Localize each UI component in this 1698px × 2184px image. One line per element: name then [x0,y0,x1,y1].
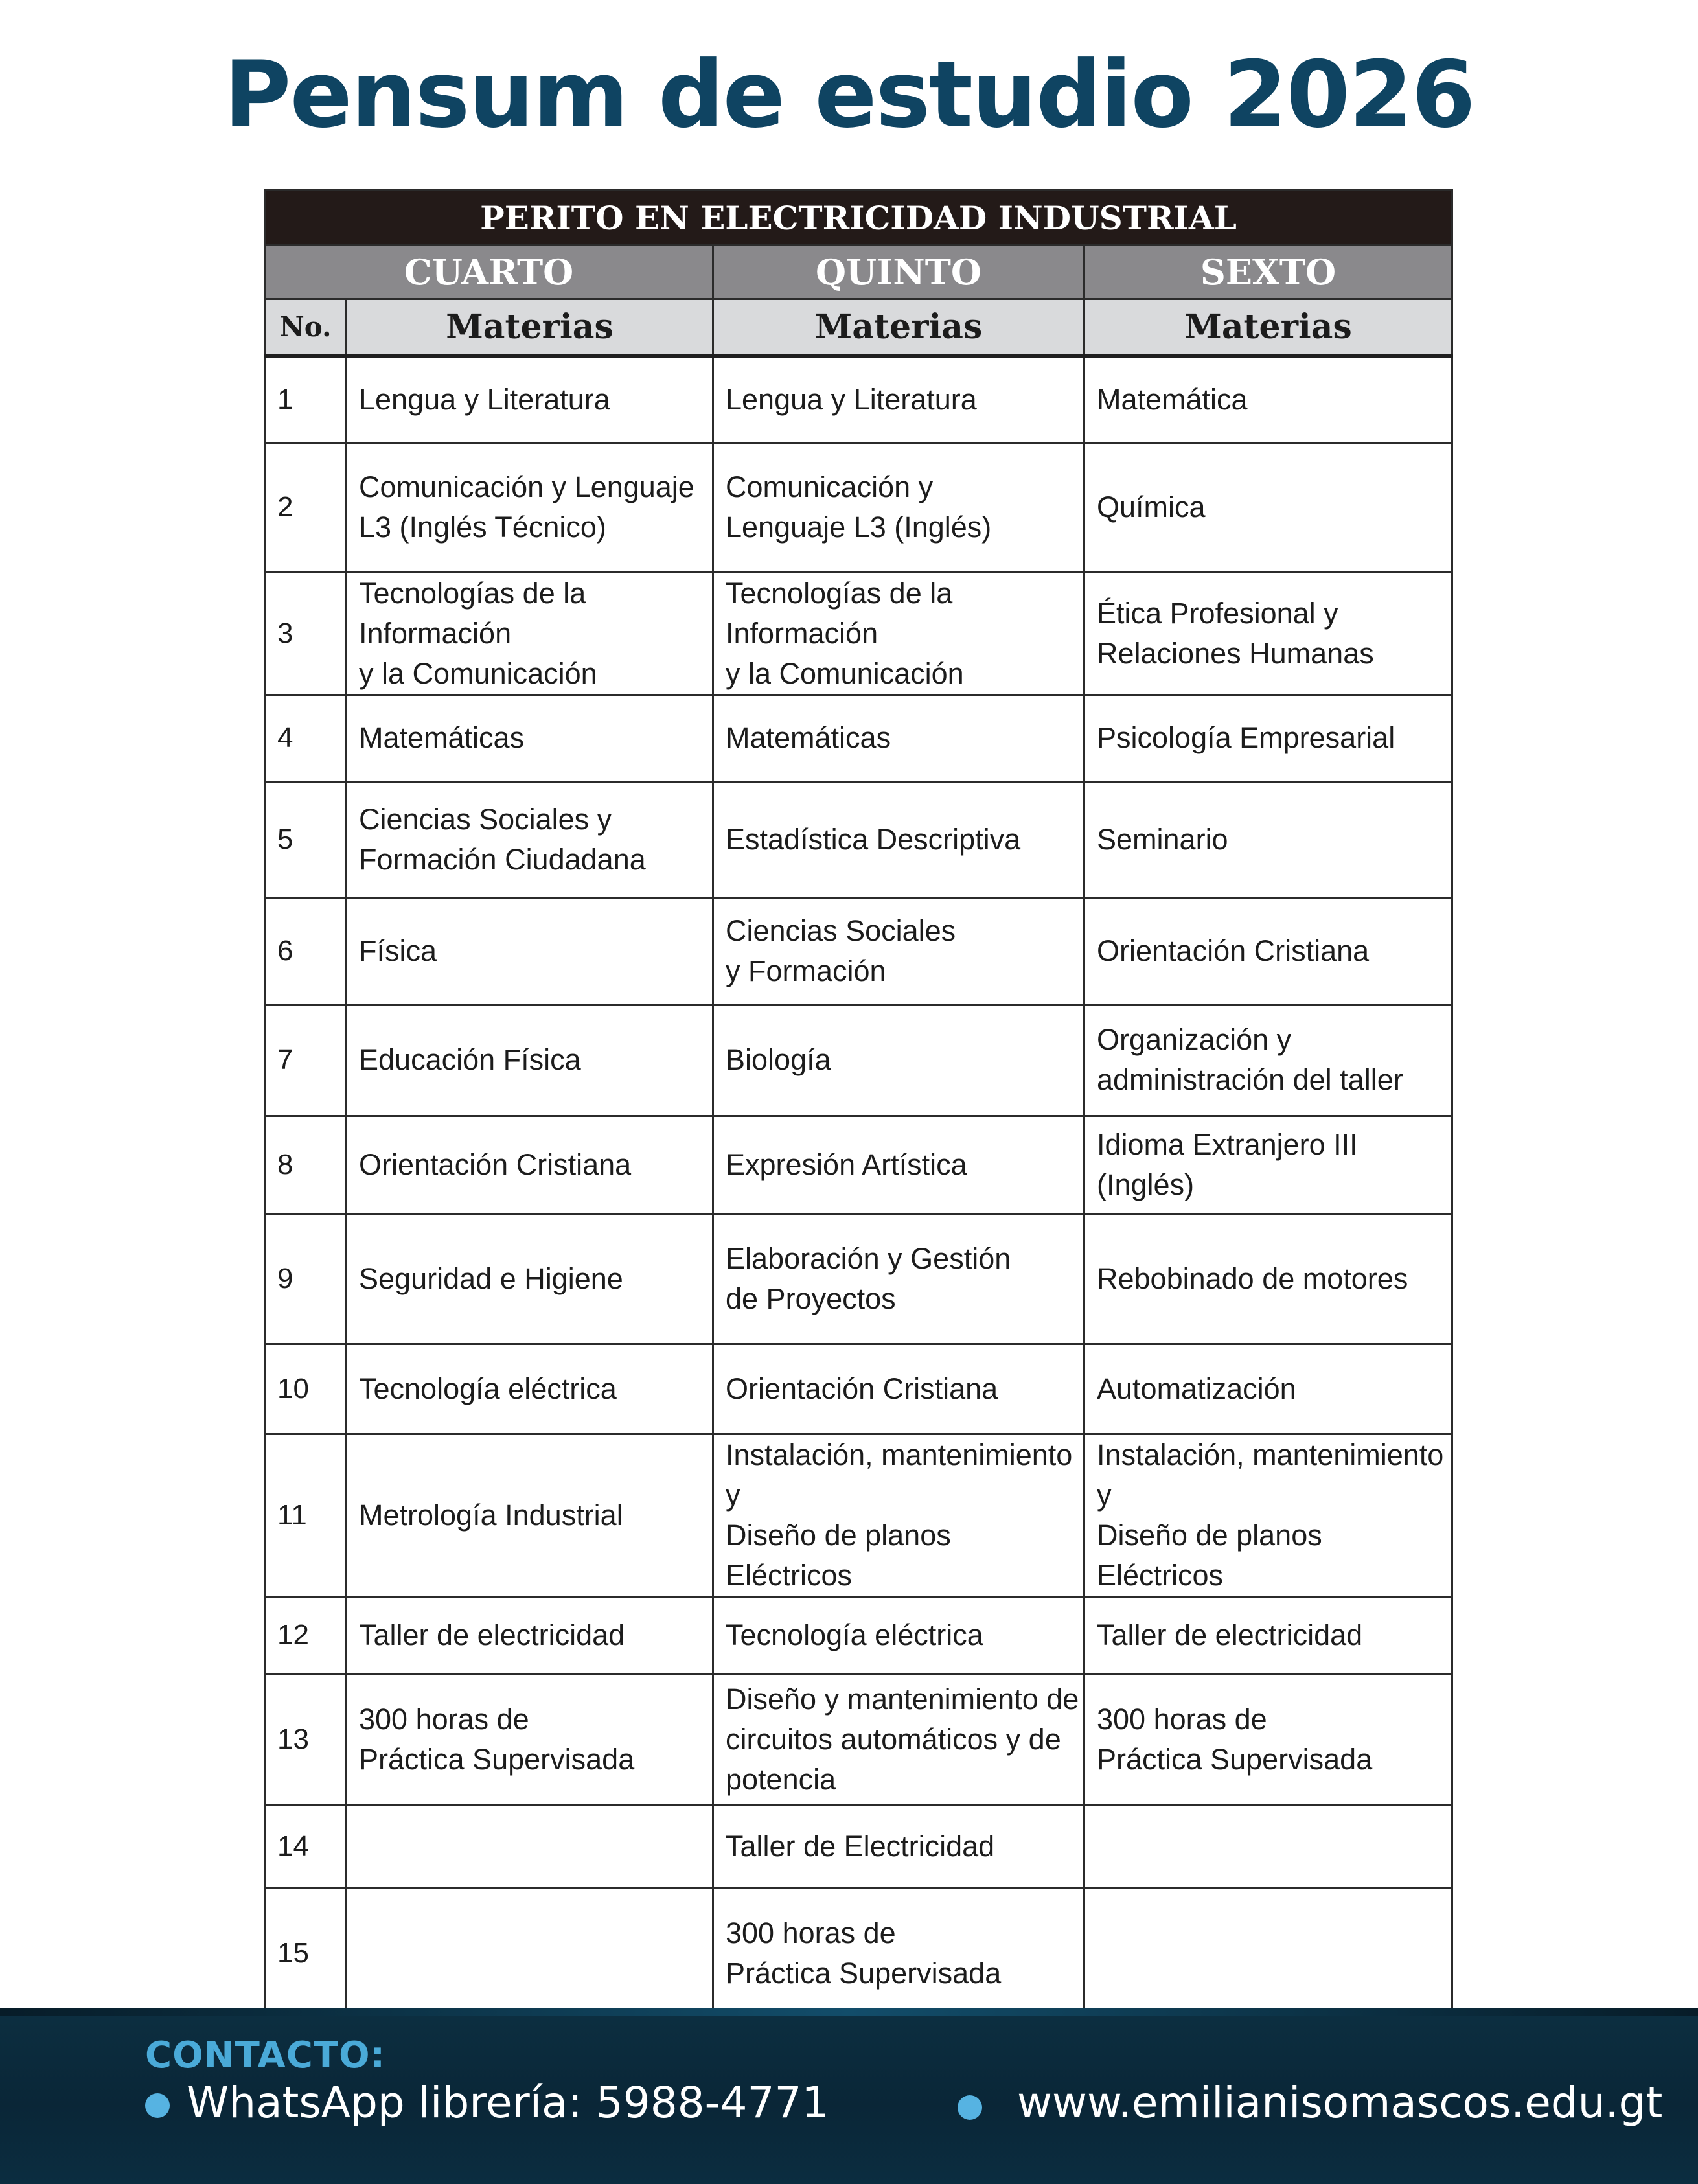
row-number: 1 [265,356,347,443]
bullet-dot-icon [145,2093,170,2118]
subject-quinto: Tecnología eléctrica [713,1596,1084,1674]
row-number: 3 [265,572,347,695]
subject-quinto: Biología [713,1004,1084,1116]
subject-cuarto: Educación Física [347,1004,713,1116]
curriculum-table [264,189,1453,2019]
subject-cuarto: Orientación Cristiana [347,1116,713,1213]
subject-sexto: Organización y administración del taller [1084,1004,1452,1116]
table-row [265,1674,1452,1804]
subject-quinto: Expresión Artística [713,1116,1084,1213]
subject-sexto [1084,1888,1452,2018]
subject-quinto: Taller de Electricidad [713,1804,1084,1888]
table-row [265,1888,1452,2018]
subject-sexto: Automatización [1084,1344,1452,1434]
row-number: 12 [265,1596,347,1674]
subject-sexto: Psicología Empresarial [1084,695,1452,781]
table-row [265,1004,1452,1116]
subject-sexto: Orientación Cristiana [1084,898,1452,1004]
subject-sexto: Instalación, mantenimiento y Diseño de planos Eléctricos [1084,1434,1452,1596]
table-row [265,1344,1452,1434]
row-number: 6 [265,898,347,1004]
subject-sexto: 300 horas de Práctica Supervisada [1084,1674,1452,1804]
table-row [265,695,1452,781]
subject-quinto: Tecnologías de la Información y la Comunicación [713,572,1084,695]
subject-quinto: Estadística Descriptiva [713,781,1084,898]
subjects-header-quinto: Materias [713,299,1084,356]
subject-cuarto: Matemáticas [347,695,713,781]
subject-cuarto: Ciencias Sociales y Formación Ciudadana [347,781,713,898]
subject-cuarto: 300 horas de Práctica Supervisada [347,1674,713,1804]
website-link[interactable]: www.emilianisomascos.edu.gt [1017,2078,1663,2128]
contact-title: CONTACTO: [145,2034,386,2076]
whatsapp-contact: WhatsApp librería: 5988-4771 [187,2078,829,2128]
number-column-header: No. [265,299,347,356]
table-row [265,781,1452,898]
row-number: 14 [265,1804,347,1888]
subject-cuarto: Taller de electricidad [347,1596,713,1674]
subject-cuarto: Comunicación y Lenguaje L3 (Inglés Técnico) [347,443,713,572]
footer-divider [0,2008,1698,2016]
subject-sexto: Química [1084,443,1452,572]
subject-quinto: Lengua y Literatura [713,356,1084,443]
subject-sexto: Ética Profesional y Relaciones Humanas [1084,572,1452,695]
row-number: 2 [265,443,347,572]
grade-header-cuarto: CUARTO [265,246,713,299]
subject-quinto: Orientación Cristiana [713,1344,1084,1434]
subject-cuarto: Seguridad e Higiene [347,1213,713,1344]
subject-cuarto: Lengua y Literatura [347,356,713,443]
subject-cuarto: Tecnologías de la Información y la Comunicación [347,572,713,695]
subject-sexto [1084,1804,1452,1888]
table-row [265,1434,1452,1596]
row-number: 13 [265,1674,347,1804]
page-title: Pensum de estudio 2026 [224,41,1474,148]
grade-header-quinto: QUINTO [713,246,1084,299]
grade-header-sexto: SEXTO [1084,246,1452,299]
subject-quinto: 300 horas de Práctica Supervisada [713,1888,1084,2018]
subject-quinto: Ciencias Sociales y Formación [713,898,1084,1004]
table-row [265,1213,1452,1344]
subject-sexto: Rebobinado de motores [1084,1213,1452,1344]
row-number: 9 [265,1213,347,1344]
table-row [265,356,1452,443]
program-header: PERITO EN ELECTRICIDAD INDUSTRIAL [265,190,1452,246]
table-row [265,1116,1452,1213]
subject-quinto: Matemáticas [713,695,1084,781]
row-number: 4 [265,695,347,781]
row-number: 11 [265,1434,347,1596]
subject-sexto: Taller de electricidad [1084,1596,1452,1674]
subject-cuarto: Tecnología eléctrica [347,1344,713,1434]
table-row [265,572,1452,695]
subjects-header-sexto: Materias [1084,299,1452,356]
bullet-dot-icon [958,2095,982,2120]
table-row [265,443,1452,572]
subject-cuarto: Metrología Industrial [347,1434,713,1596]
subject-cuarto: Física [347,898,713,1004]
subject-sexto: Matemática [1084,356,1452,443]
table-row [265,898,1452,1004]
row-number: 15 [265,1888,347,2018]
subject-cuarto [347,1804,713,1888]
subject-sexto: Idioma Extranjero III (Inglés) [1084,1116,1452,1213]
row-number: 7 [265,1004,347,1116]
row-number: 10 [265,1344,347,1434]
row-number: 5 [265,781,347,898]
subjects-header-cuarto: Materias [347,299,713,356]
table-row [265,1596,1452,1674]
subject-quinto: Elaboración y Gestión de Proyectos [713,1213,1084,1344]
row-number: 8 [265,1116,347,1213]
subject-quinto: Diseño y mantenimiento de circuitos automáticos y de potencia [713,1674,1084,1804]
subject-cuarto [347,1888,713,2018]
subject-sexto: Seminario [1084,781,1452,898]
subject-quinto: Instalación, mantenimiento y Diseño de planos Eléctricos [713,1434,1084,1596]
subject-quinto: Comunicación y Lenguaje L3 (Inglés) [713,443,1084,572]
table-row [265,1804,1452,1888]
